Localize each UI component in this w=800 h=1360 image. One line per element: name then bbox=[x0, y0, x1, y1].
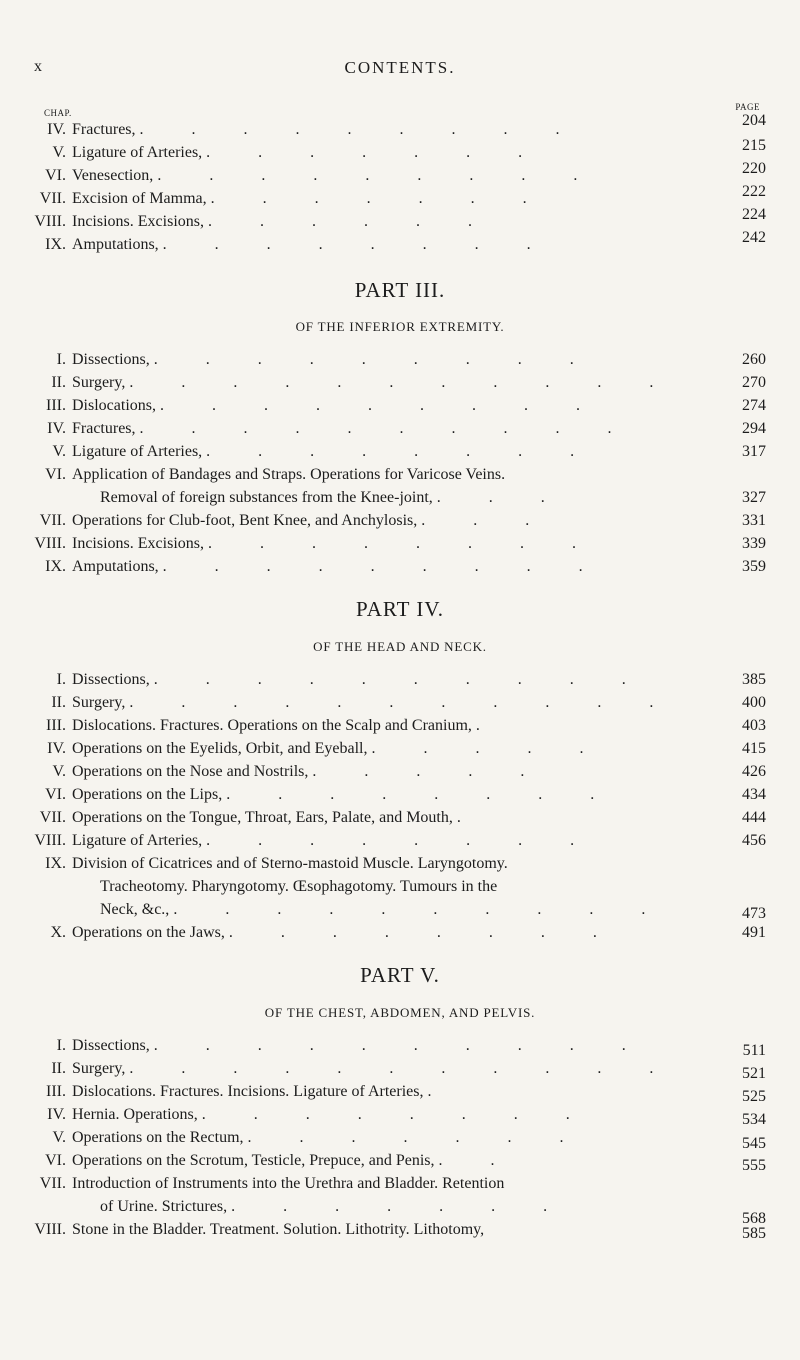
page-number: 555 bbox=[742, 1157, 766, 1174]
page-number: 274 bbox=[742, 397, 766, 414]
page-folio: x bbox=[34, 58, 42, 75]
leader-dots: . bbox=[427, 1083, 454, 1100]
leader-dots: . . . . . . . . bbox=[228, 924, 619, 941]
page-number: 327 bbox=[742, 489, 766, 506]
chapter-title: Dissections, . . . . . . . . . . bbox=[72, 671, 648, 688]
leader-dots: . . . . . . . . . bbox=[157, 167, 600, 184]
part-heading: PART IV. bbox=[355, 597, 445, 621]
chapter-number: IV. bbox=[47, 1106, 66, 1123]
chapter-number: VII. bbox=[39, 809, 66, 826]
leader-dots: . . . . . . . . bbox=[208, 535, 598, 552]
chapter-title: Dislocations, . . . . . . . . . bbox=[72, 397, 602, 414]
chapter-number: II. bbox=[51, 694, 66, 711]
page-number: 525 bbox=[742, 1088, 766, 1105]
leader-dots: . . . . . . . . bbox=[226, 786, 617, 803]
chapter-title: Fractures, . . . . . . . . . . bbox=[72, 420, 634, 437]
leader-dots: . . . . . . . . . bbox=[162, 558, 605, 575]
chapter-title: Operations on the Scrotum, Testicle, Prepuce, and Penis, . . bbox=[72, 1152, 517, 1169]
chapter-number: VII. bbox=[39, 512, 66, 529]
chapter-number: II. bbox=[51, 374, 66, 391]
chapter-title-continued: Neck, &c., . . . . . . . . . . bbox=[100, 901, 668, 918]
chapter-number: VIII. bbox=[34, 213, 66, 230]
chapter-number: I. bbox=[56, 1037, 66, 1054]
leader-dots: . bbox=[475, 717, 502, 734]
chapter-number: III. bbox=[46, 717, 66, 734]
chapter-number: VII. bbox=[39, 190, 66, 207]
chapter-title: Dissections, . . . . . . . . . bbox=[72, 351, 596, 368]
leader-dots: . . . . . . . . bbox=[201, 1106, 592, 1123]
leader-dots: . . . . . . . . . . . bbox=[129, 1060, 676, 1077]
chapter-title-continued: Tracheotomy. Pharyngotomy. Œsophagotomy. Tumours in the bbox=[100, 878, 498, 895]
chapter-number: VI. bbox=[45, 167, 66, 184]
chapter-title: Ligature of Arteries, . . . . . . . bbox=[72, 144, 545, 161]
chapter-title: Operations on the Tongue, Throat, Ears, Palate, and Mouth, . bbox=[72, 809, 483, 826]
page-number: 434 bbox=[742, 786, 766, 803]
page-number: 359 bbox=[742, 558, 766, 575]
chapter-number: IV. bbox=[47, 420, 66, 437]
page-number: 385 bbox=[742, 671, 766, 688]
leader-dots: . . . . . bbox=[371, 740, 606, 757]
page-number: 224 bbox=[742, 206, 766, 223]
leader-dots: . . . . . . . . . . bbox=[139, 420, 634, 437]
chapter-number: III. bbox=[46, 1083, 66, 1100]
chapter-number: VII. bbox=[39, 1175, 66, 1192]
leader-dots: . . . . . . . bbox=[231, 1198, 570, 1215]
running-head bbox=[0, 58, 800, 82]
page-number: 456 bbox=[742, 832, 766, 849]
chapter-number: V. bbox=[52, 144, 66, 161]
chapter-number: X. bbox=[50, 924, 66, 941]
chapter-title: Ligature of Arteries, . . . . . . . . bbox=[72, 832, 597, 849]
chapter-number: IV. bbox=[47, 740, 66, 757]
leader-dots: . . . . . . . . . bbox=[139, 121, 582, 138]
leader-dots: . . . bbox=[421, 512, 552, 529]
chapter-title: Division of Cicatrices and of Sterno-mastoid Muscle. Laryngotomy. bbox=[72, 855, 508, 872]
page-number: 270 bbox=[742, 374, 766, 391]
leader-dots: . . . bbox=[436, 489, 567, 506]
part-heading: PART III. bbox=[354, 278, 446, 302]
chapter-title: Dislocations. Fractures. Incisions. Ligature of Arteries, . bbox=[72, 1083, 454, 1100]
page-number: 511 bbox=[742, 1042, 766, 1059]
page-number: 260 bbox=[742, 351, 766, 368]
chapter-number: VI. bbox=[45, 1152, 66, 1169]
leader-dots: . . bbox=[438, 1152, 517, 1169]
chapter-title: Hernia. Operations, . . . . . . . . bbox=[72, 1106, 592, 1123]
chapter-number: V. bbox=[52, 763, 66, 780]
chapter-title: Operations on the Lips, . . . . . . . . bbox=[72, 786, 617, 803]
leader-dots: . . . . . . . . . . bbox=[153, 671, 648, 688]
chapter-title-continued: Removal of foreign substances from the Knee-joint, . . . bbox=[100, 489, 567, 506]
page-number: 568 bbox=[742, 1210, 766, 1227]
chapter-title: Operations on the Eyelids, Orbit, and Eyeball, . . . . . bbox=[72, 740, 606, 757]
page-number: 317 bbox=[742, 443, 766, 460]
page-number: 339 bbox=[742, 535, 766, 552]
chapter-title: Surgery, . . . . . . . . . . . bbox=[72, 1060, 676, 1077]
leader-dots: . . . . . . . . . bbox=[160, 397, 602, 414]
page-number: 491 bbox=[742, 924, 766, 941]
leader-dots: . . . . . . . bbox=[210, 190, 549, 207]
chapter-title: Operations on the Rectum, . . . . . . . bbox=[72, 1129, 586, 1146]
chapter-title: Incisions. Excisions, . . . . . . bbox=[72, 213, 494, 230]
chapter-number: V. bbox=[52, 1129, 66, 1146]
chapter-number: V. bbox=[52, 443, 66, 460]
leader-dots: . . . . . . . . bbox=[162, 236, 553, 253]
chapter-number: II. bbox=[51, 1060, 66, 1077]
part-subheading: OF THE CHEST, ABDOMEN, AND PELVIS. bbox=[264, 1005, 536, 1020]
page-number: 294 bbox=[742, 420, 766, 437]
chapter-title: Ligature of Arteries, . . . . . . . . bbox=[72, 443, 597, 460]
chapter-number: VI. bbox=[45, 466, 66, 483]
page-number: 204 bbox=[742, 112, 766, 129]
part-subheading: OF THE HEAD AND NECK. bbox=[313, 639, 487, 654]
page-number: 444 bbox=[742, 809, 766, 826]
page-number: 415 bbox=[742, 740, 766, 757]
chapter-number: VIII. bbox=[34, 1221, 66, 1238]
page-number: 473 bbox=[742, 905, 766, 922]
chapter-number: IX. bbox=[45, 558, 66, 575]
chapter-title: Amputations, . . . . . . . . bbox=[72, 236, 553, 253]
chapter-title: Dislocations. Fractures. Operations on the Scalp and Cranium, . bbox=[72, 717, 502, 734]
chapter-number: VI. bbox=[45, 786, 66, 803]
chapter-title: Incisions. Excisions, . . . . . . . . bbox=[72, 535, 598, 552]
page-number: 403 bbox=[742, 717, 766, 734]
page-number: 534 bbox=[742, 1111, 766, 1128]
part-heading: PART V. bbox=[360, 963, 440, 987]
chapter-title: Surgery, . . . . . . . . . . . bbox=[72, 694, 676, 711]
leader-dots: . . . . . . bbox=[208, 213, 494, 230]
chapter-title: Stone in the Bladder. Treatment. Solution. Lithotrity. Lithotomy, bbox=[72, 1221, 485, 1238]
chapter-number: IV. bbox=[47, 121, 66, 138]
chap-column-label: CHAP. bbox=[44, 108, 72, 118]
page-number: 215 bbox=[742, 137, 766, 154]
leader-dots: . . . . . . . . . . bbox=[153, 1037, 648, 1054]
chapter-title: Operations for Club-foot, Bent Knee, and Anchylosis, . . . bbox=[72, 512, 552, 529]
page-column-label: PAGE bbox=[735, 102, 760, 112]
chapter-title: Excision of Mamma, . . . . . . . bbox=[72, 190, 549, 207]
leader-dots: . . . . . . . . bbox=[206, 832, 597, 849]
chapter-title: Dissections, . . . . . . . . . . bbox=[72, 1037, 648, 1054]
chapter-number: VIII. bbox=[34, 832, 66, 849]
leader-dots: . . . . . . . bbox=[247, 1129, 586, 1146]
chapter-title: Operations on the Jaws, . . . . . . . . bbox=[72, 924, 619, 941]
page-number: 222 bbox=[742, 183, 766, 200]
page-number: 426 bbox=[742, 763, 766, 780]
chapter-number: I. bbox=[56, 351, 66, 368]
page-number: 521 bbox=[742, 1065, 766, 1082]
leader-dots: . . . . . . . . . bbox=[153, 351, 596, 368]
chapter-number: III. bbox=[46, 397, 66, 414]
page-number: 220 bbox=[742, 160, 766, 177]
page-number: 585 bbox=[742, 1225, 766, 1242]
page-number: 331 bbox=[742, 512, 766, 529]
leader-dots: . . . . . . . . . . . bbox=[129, 374, 676, 391]
chapter-title: Amputations, . . . . . . . . . bbox=[72, 558, 605, 575]
chapter-number: IX. bbox=[45, 236, 66, 253]
leader-dots: . . . . . . . . bbox=[206, 443, 597, 460]
chapter-title: Surgery, . . . . . . . . . . . bbox=[72, 374, 676, 391]
leader-dots: . bbox=[456, 809, 483, 826]
part-subheading: OF THE INFERIOR EXTREMITY. bbox=[295, 319, 505, 334]
chapter-title: Application of Bandages and Straps. Operations for Varicose Veins. bbox=[72, 466, 506, 483]
leader-dots: . . . . . . . bbox=[206, 144, 545, 161]
leader-dots: . . . . . . . . . . bbox=[173, 901, 668, 918]
chapter-title: Introduction of Instruments into the Urethra and Bladder. Retention bbox=[72, 1175, 505, 1192]
chapter-title: Fractures, . . . . . . . . . bbox=[72, 121, 582, 138]
leader-dots: . . . . . bbox=[312, 763, 547, 780]
chapter-title: Operations on the Nose and Nostrils, . . . . . bbox=[72, 763, 547, 780]
chapter-title: Venesection, . . . . . . . . . bbox=[72, 167, 600, 184]
page-title: CONTENTS. bbox=[344, 58, 456, 77]
page-number: 545 bbox=[742, 1135, 766, 1152]
chapter-title-continued: of Urine. Strictures, . . . . . . . bbox=[100, 1198, 570, 1215]
page-number: 242 bbox=[742, 229, 766, 246]
page-number: 400 bbox=[742, 694, 766, 711]
chapter-number: VIII. bbox=[34, 535, 66, 552]
chapter-number: IX. bbox=[45, 855, 66, 872]
leader-dots: . . . . . . . . . . . bbox=[129, 694, 676, 711]
chapter-number: I. bbox=[56, 671, 66, 688]
